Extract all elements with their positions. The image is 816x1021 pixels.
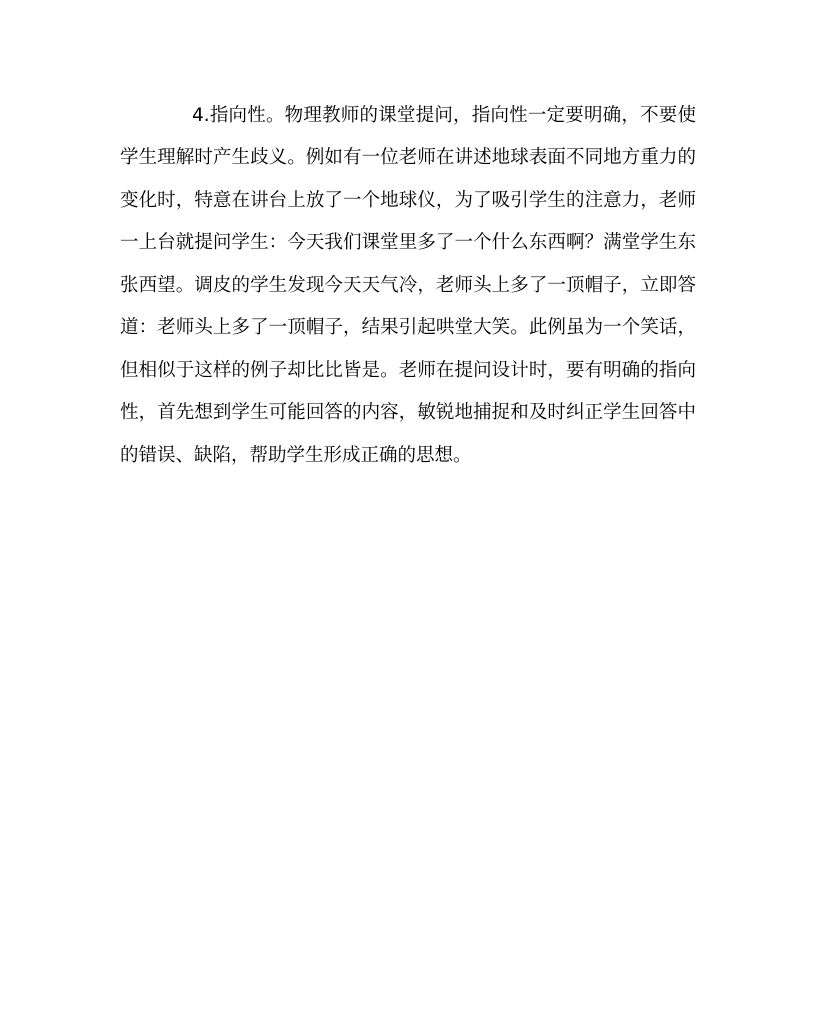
paragraph-line: 4.指向性。物理教师的课堂提问，指向性一定要明确，不要使	[192, 105, 696, 126]
paragraph-line: 道：老师头上多了一顶帽子，结果引起哄堂大笑。此例虽为一个笑话，	[120, 317, 696, 338]
paragraph-line: 但相似于这样的例子却比比皆是。老师在提问设计时，要有明确的指向	[120, 360, 696, 381]
paragraph-line: 性，首先想到学生可能回答的内容，敏锐地捕捉和及时纠正学生回答中	[120, 402, 696, 423]
paragraph-line: 张西望。调皮的学生发现今天天气冷，老师头上多了一顶帽子，立即答	[120, 275, 696, 296]
paragraph-line: 变化时，特意在讲台上放了一个地球仪，为了吸引学生的注意力，老师	[120, 190, 696, 211]
paragraph-line: 的错误、缺陷，帮助学生形成正确的思想。	[120, 445, 472, 466]
paragraph-line: 学生理解时产生歧义。例如有一位老师在讲述地球表面不同地方重力的	[120, 147, 696, 168]
paragraph-line: 一上台就提问学生：今天我们课堂里多了一个什么东西啊？满堂学生东	[120, 232, 696, 253]
